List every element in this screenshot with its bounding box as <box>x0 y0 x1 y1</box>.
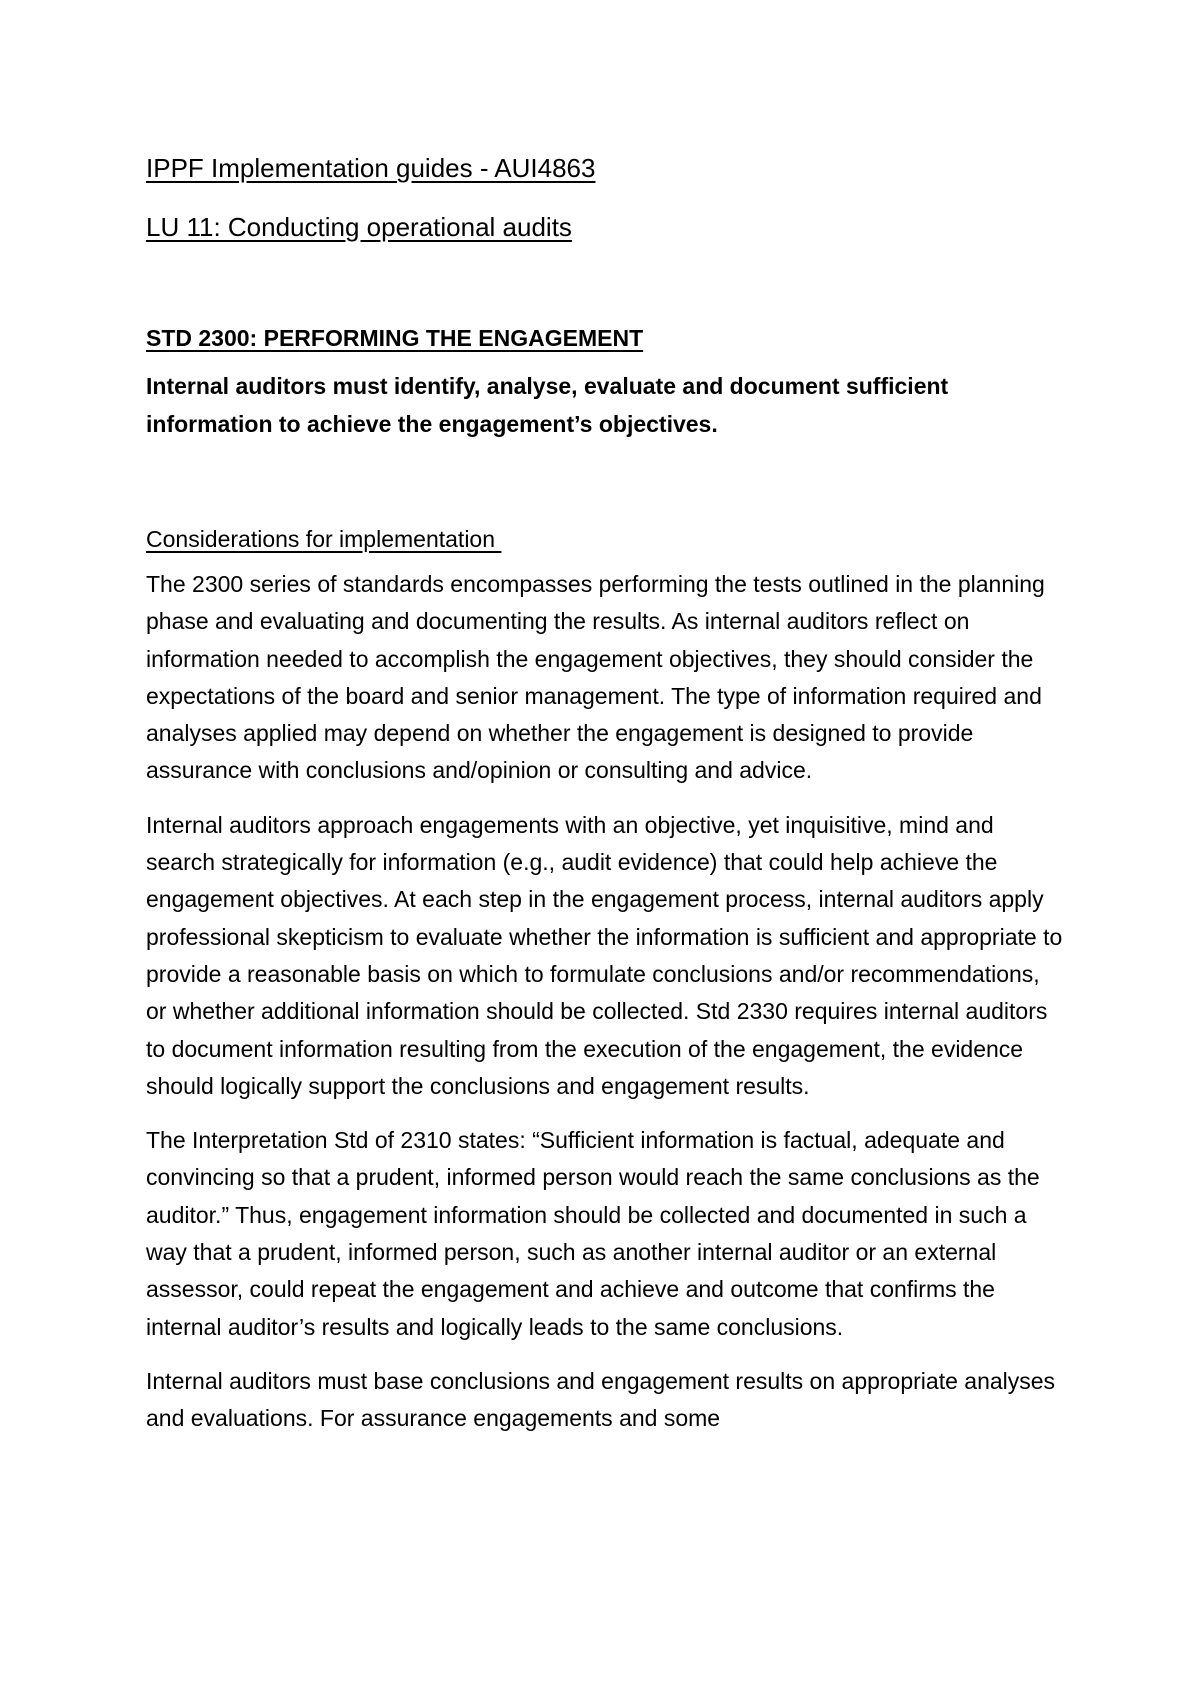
paragraph: The 2300 series of standards encompasses performing the tests outlined in the planning phase and evaluating and documenting the results. As internal auditors reflect on information needed to accomplish the engagement objectives, they should consider the expectations of the board and senior management. The type of information required and analyses applied may depend on whether the engagement is designed to provide assurance with conclusions and/opinion or consulting and advice. <box>146 571 1045 784</box>
standard-text: Internal auditors must identify, analyse, evaluate and document sufficient information to achieve the engagement’s objectives. <box>146 373 949 437</box>
document-title: IPPF Implementation guides - AUI4863 <box>146 153 596 183</box>
section-heading: Considerations for implementation <box>146 526 502 552</box>
standard-heading: STD 2300: PERFORMING THE ENGAGEMENT <box>146 325 644 351</box>
learning-unit-title: LU 11: Conducting operational audits <box>146 212 572 242</box>
paragraph: The Interpretation Std of 2310 states: “Sufficient information is factual, adequate and convincing so that a prudent, informed person would reach the same conclusions as the auditor.” Thus, engagement information should be collected and documented in such a way that a prudent, informed person, such as another internal auditor or an external assessor, could repeat the engagement and achieve and outcome that confirms the internal auditor’s results and logically leads to the same conclusions. <box>146 1127 1040 1340</box>
paragraph: Internal auditors approach engagements with an objective, yet inquisitive, mind and search strategically for information (e.g., audit evidence) that could help achieve the engagement objectives. At each step in the engagement process, internal auditors apply professional skepticism to evaluate whether the information is sufficient and appropriate to provide a reasonable basis on which to formulate conclusions and/or recommendations, or whether additional information should be collected. Std 2330 requires internal auditors to document information resulting from the execution of the engagement, the evidence should logically support the conclusions and engagement results. <box>146 811 1063 1099</box>
document-body <box>146 150 1066 1438</box>
paragraph: Internal auditors must base conclusions and engagement results on appropriate analyses and evaluations. For assurance engagements and some <box>146 1367 1056 1432</box>
